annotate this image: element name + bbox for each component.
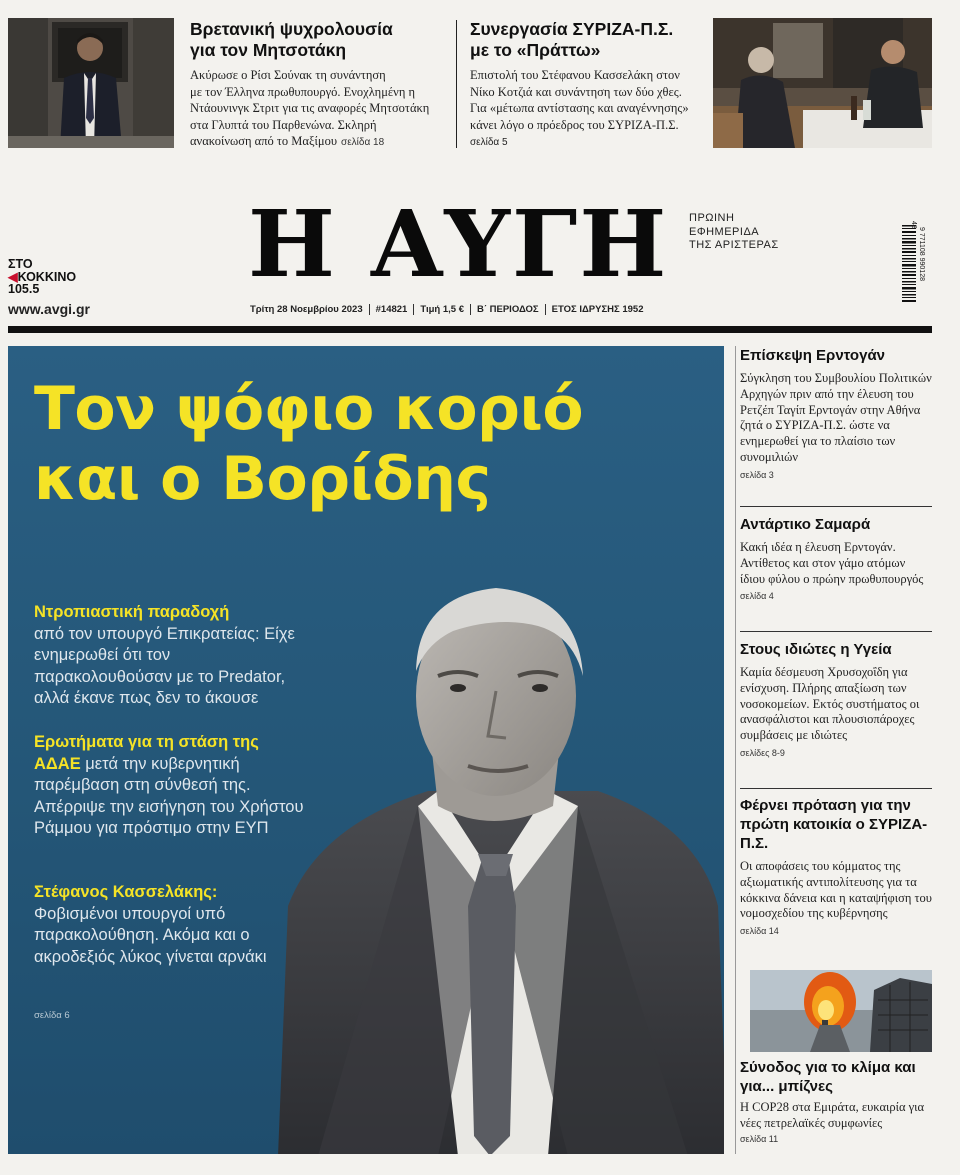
radio-logo: ΣΤΟ ◀ΚΟΚΚΙΝΟ 105.5 bbox=[8, 257, 77, 296]
subhead-block-2: Ερωτήματα για τη στάση της ΑΔΑΕ μετά την κυβερνητική παρέμβαση στη σύνθεσή της. Απέρριψε την εισήγηση του Χρήστου Ράμμου για πρόστιμο στην ΕΥΠ bbox=[34, 733, 304, 837]
side-story-health[interactable] bbox=[740, 640, 932, 758]
barcode-issue: 48 bbox=[910, 221, 917, 229]
side-body: Σύγκληση του Συμβουλίου Πολιτικών Αρχηγών πριν από την έλευση του Ρετζέπ Ταγίπ Ερντογάν στην Αθήνα ζητά ο ΣΥΡΙΖΑ-Π.Σ. ώστε να ενημερωθεί για το πλαίσιο των συνομιλιών bbox=[740, 371, 932, 464]
headline-line: Βρετανική ψυχρολουσία bbox=[190, 19, 393, 39]
headline-line: Συνεργασία ΣΥΡΙΖΑ-Π.Σ. bbox=[470, 19, 674, 39]
side-story-housing[interactable] bbox=[740, 796, 932, 936]
side-headline: Αντάρτικο Σαμαρά bbox=[740, 516, 871, 533]
page-ref: σελίδα 4 bbox=[740, 591, 774, 602]
page-ref: σελίδα 6 bbox=[34, 1010, 70, 1021]
page-ref: σελίδα 11 bbox=[740, 1133, 779, 1144]
issue-number: #14821 bbox=[370, 304, 415, 315]
voridis-portrait bbox=[278, 576, 724, 1154]
side-story-samaras[interactable] bbox=[740, 515, 932, 601]
main-headline: Τον ψόφιο κοριό και ο Βορίδης bbox=[34, 374, 584, 514]
masthead-rule bbox=[8, 326, 932, 333]
side-body: Οι αποφάσεις του κόμματος της αξιωματικής αντιπολίτευσης για τα κόκκινα δάνεια και η καταψήφιση του νομοσχεδίου της κυβέρνησης bbox=[740, 859, 932, 921]
headline-line: για τον Μητσοτάκη bbox=[190, 40, 347, 60]
gas-flare-photo bbox=[750, 970, 932, 1052]
top-right-body: Επιστολή του Στέφανου Κασσελάκη στον Νίκο Κοτζιά και συνάντηση των δύο χθες. Για «μέτωπα αντίστασης και αναγέννησης» κάνει λόγο ο πρόεδρος του ΣΥΡΙΖΑ-Π.Σ. σελίδα 5 bbox=[470, 67, 710, 152]
page-ref: σελίδα 5 bbox=[470, 137, 508, 148]
founded-year: ΕΤΟΣ ΙΔΡΥΣΗΣ 1952 bbox=[551, 303, 644, 315]
page-ref: σελίδα 14 bbox=[740, 926, 779, 937]
headline-line: με το «Πράττω» bbox=[470, 40, 601, 60]
divider bbox=[740, 788, 932, 789]
barcode bbox=[902, 215, 926, 307]
top-right-headline[interactable] bbox=[470, 19, 710, 61]
side-headline: Επίσκεψη Ερντογάν bbox=[740, 347, 886, 364]
arrow-icon: ◀ bbox=[8, 269, 18, 284]
side-headline: Σύνοδος για το κλίμα και για... μπίζνες bbox=[740, 1059, 916, 1095]
top-left-body: Ακύρωσε ο Ρίσι Σούνακ τη συνάντηση με τον Έλληνα πρωθυπουργό. Ενοχλημένη η Ντάουνινγκ Στριτ για τις αναφορές Μητσοτάκη στα Γλυπτά του Παρθενώνα. Σκληρή ανακοίνωση από το Μαξίμου σελίδα 18 bbox=[190, 68, 430, 148]
side-headline: Φέρνει πρόταση για την πρώτη κατοικία ο ΣΥΡΙΖΑ-Π.Σ. bbox=[740, 797, 928, 852]
side-story-erdogan[interactable] bbox=[740, 346, 932, 480]
page-ref: σελίδες 8-9 bbox=[740, 747, 785, 758]
issue-period: Β΄ ΠΕΡΙΟΔΟΣ bbox=[471, 304, 546, 315]
page-ref: σελίδα 3 bbox=[740, 469, 774, 480]
divider bbox=[740, 506, 932, 507]
subhead-block-3: Στέφανος Κασσελάκης: Φοβισμένοι υπουργοί υπό παρακολούθηση. Ακόμα και ο ακροδεξιός λύκος γίνεται αρνάκι bbox=[34, 883, 267, 966]
page-ref: σελίδα 18 bbox=[341, 137, 385, 148]
top-left-headline[interactable] bbox=[190, 19, 440, 61]
kasselakis-kotzias-photo bbox=[713, 18, 932, 148]
sunak-photo bbox=[8, 18, 174, 148]
issue-price: Τιμή 1,5 € bbox=[414, 304, 471, 315]
side-body: Η COP28 στα Εμιράτα, ευκαιρία για νέες πετρελαϊκές συμφωνίες bbox=[740, 1100, 925, 1130]
side-body: Κακή ιδέα η έλευση Ερντογάν. Αντίθετος και στον γάμο ατόμων ίδιου φύλου ο πρώην πρωθυπουργός bbox=[740, 540, 924, 586]
side-headline: Στους ιδιώτες η Υγεία bbox=[740, 641, 892, 658]
masthead-motto: ΠΡΩΙΝΗ ΕΦΗΜΕΡΙΔΑ ΤΗΣ ΑΡΙΣΤΕΡΑΣ bbox=[689, 212, 779, 251]
website-url[interactable]: www.avgi.gr bbox=[8, 301, 90, 317]
masthead-title[interactable]: Η ΑΥΓΗ bbox=[248, 190, 669, 298]
divider bbox=[740, 631, 932, 632]
column-divider bbox=[456, 20, 457, 148]
main-story[interactable] bbox=[8, 346, 724, 1154]
issue-info-bar bbox=[250, 301, 690, 317]
side-body: Καμία δέσμευση Χρυσοχοΐδη για ενίσχυση. Πλήρης απαξίωση των νοσοκομείων. Εκτός συστήματος οι ανασφάλιστοι και πλουσιοπάροχες συμβάσεις με ιδιώτες bbox=[740, 665, 920, 743]
issue-date: Τρίτη 28 Νοεμβρίου 2023 bbox=[250, 304, 370, 315]
subhead-block-1: Ντροπιαστική παραδοχή από τον υπουργό Επικρατείας: Είχε ενημερωθεί ότι τον παρακολουθούσαν με το Predator, αλλά έκανε πως δεν το άκουσε bbox=[34, 603, 295, 707]
barcode-number: 9 771108 990128 bbox=[918, 227, 925, 281]
column-divider bbox=[735, 346, 736, 1154]
side-story-climate[interactable] bbox=[740, 1058, 932, 1144]
